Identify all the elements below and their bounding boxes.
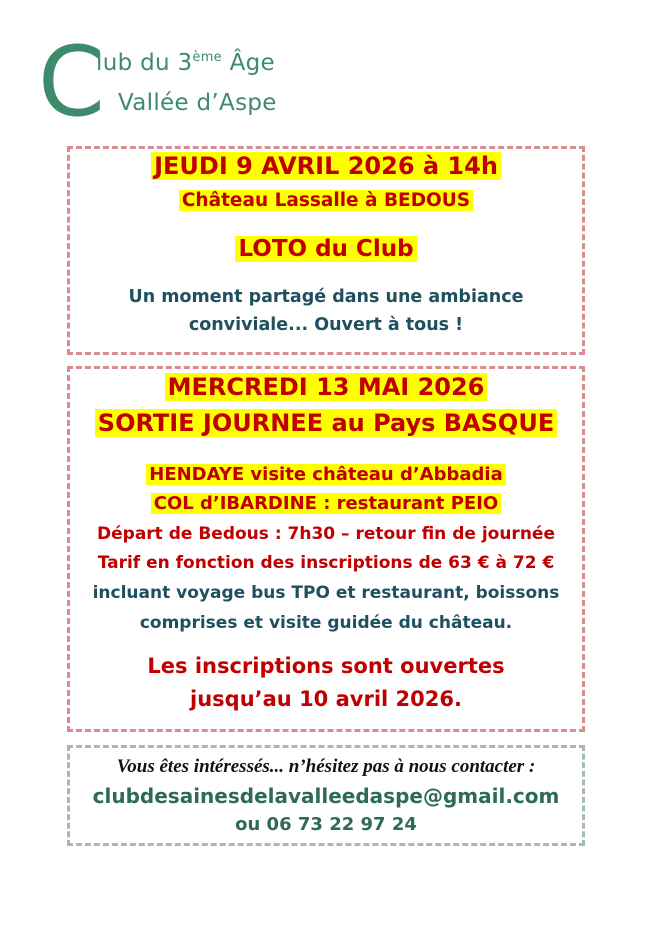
club-logo xyxy=(38,26,298,140)
event1-date xyxy=(70,150,582,182)
event1-title xyxy=(70,232,582,266)
contact-phone: ou 06 73 22 97 24 xyxy=(235,814,417,835)
logo-line-1-tail: Âge xyxy=(221,50,275,76)
event1-location xyxy=(70,186,582,216)
contact-intro: Vous êtes intéressés... n’hésitez pas à nous contacter : xyxy=(116,756,536,777)
event2-stop1 xyxy=(70,460,582,490)
event2-title xyxy=(70,405,582,441)
event1-desc-line1: Un moment partagé dans une ambiance xyxy=(128,287,524,307)
event2-date xyxy=(70,370,582,405)
event2-stop1-text: HENDAYE visite château d’Abbadia xyxy=(146,464,505,485)
event2-registration-line1: Les inscriptions sont ouvertes xyxy=(147,654,505,678)
logo-line-1-text: lub du 3 xyxy=(96,50,193,76)
logo-line-1-sup: ème xyxy=(192,50,222,65)
event1-desc-line2: conviviale... Ouvert à tous ! xyxy=(188,315,464,335)
logo-line-2: Vallée d’Aspe xyxy=(118,90,277,116)
event2-departure: Départ de Bedous : 7h30 – retour fin de journée xyxy=(97,524,555,544)
event2-stop2 xyxy=(70,490,582,518)
event2-includes-line2: comprises et visite guidée du château. xyxy=(139,613,513,633)
event2-price: Tarif en fonction des inscriptions de 63 € à 72 € xyxy=(97,553,555,573)
event2-stop2-text: COL d’IBARDINE : restaurant PEIO xyxy=(151,493,501,514)
contact-email-link[interactable]: clubdesainesdelavalleedaspe@gmail.com xyxy=(92,784,560,808)
event2-registration-line2: jusqu’au 10 avril 2026. xyxy=(190,687,462,711)
event1-location-text: Château Lassalle à BEDOUS xyxy=(179,190,473,211)
event1-title-text: LOTO du Club xyxy=(235,236,416,262)
logo-line-1 xyxy=(96,50,275,76)
event1-date-text: JEUDI 9 AVRIL 2026 à 14h xyxy=(151,152,501,180)
event2-title-text: SORTIE JOURNEE au Pays BASQUE xyxy=(95,409,557,437)
event-loto-box xyxy=(67,146,585,355)
event2-date-text: MERCREDI 13 MAI 2026 xyxy=(165,373,488,401)
logo-initial: C xyxy=(38,26,106,138)
contact-box xyxy=(67,745,585,846)
event2-includes-line1: incluant voyage bus TPO et restaurant, boissons xyxy=(92,583,560,603)
event-sortie-box xyxy=(67,366,585,732)
